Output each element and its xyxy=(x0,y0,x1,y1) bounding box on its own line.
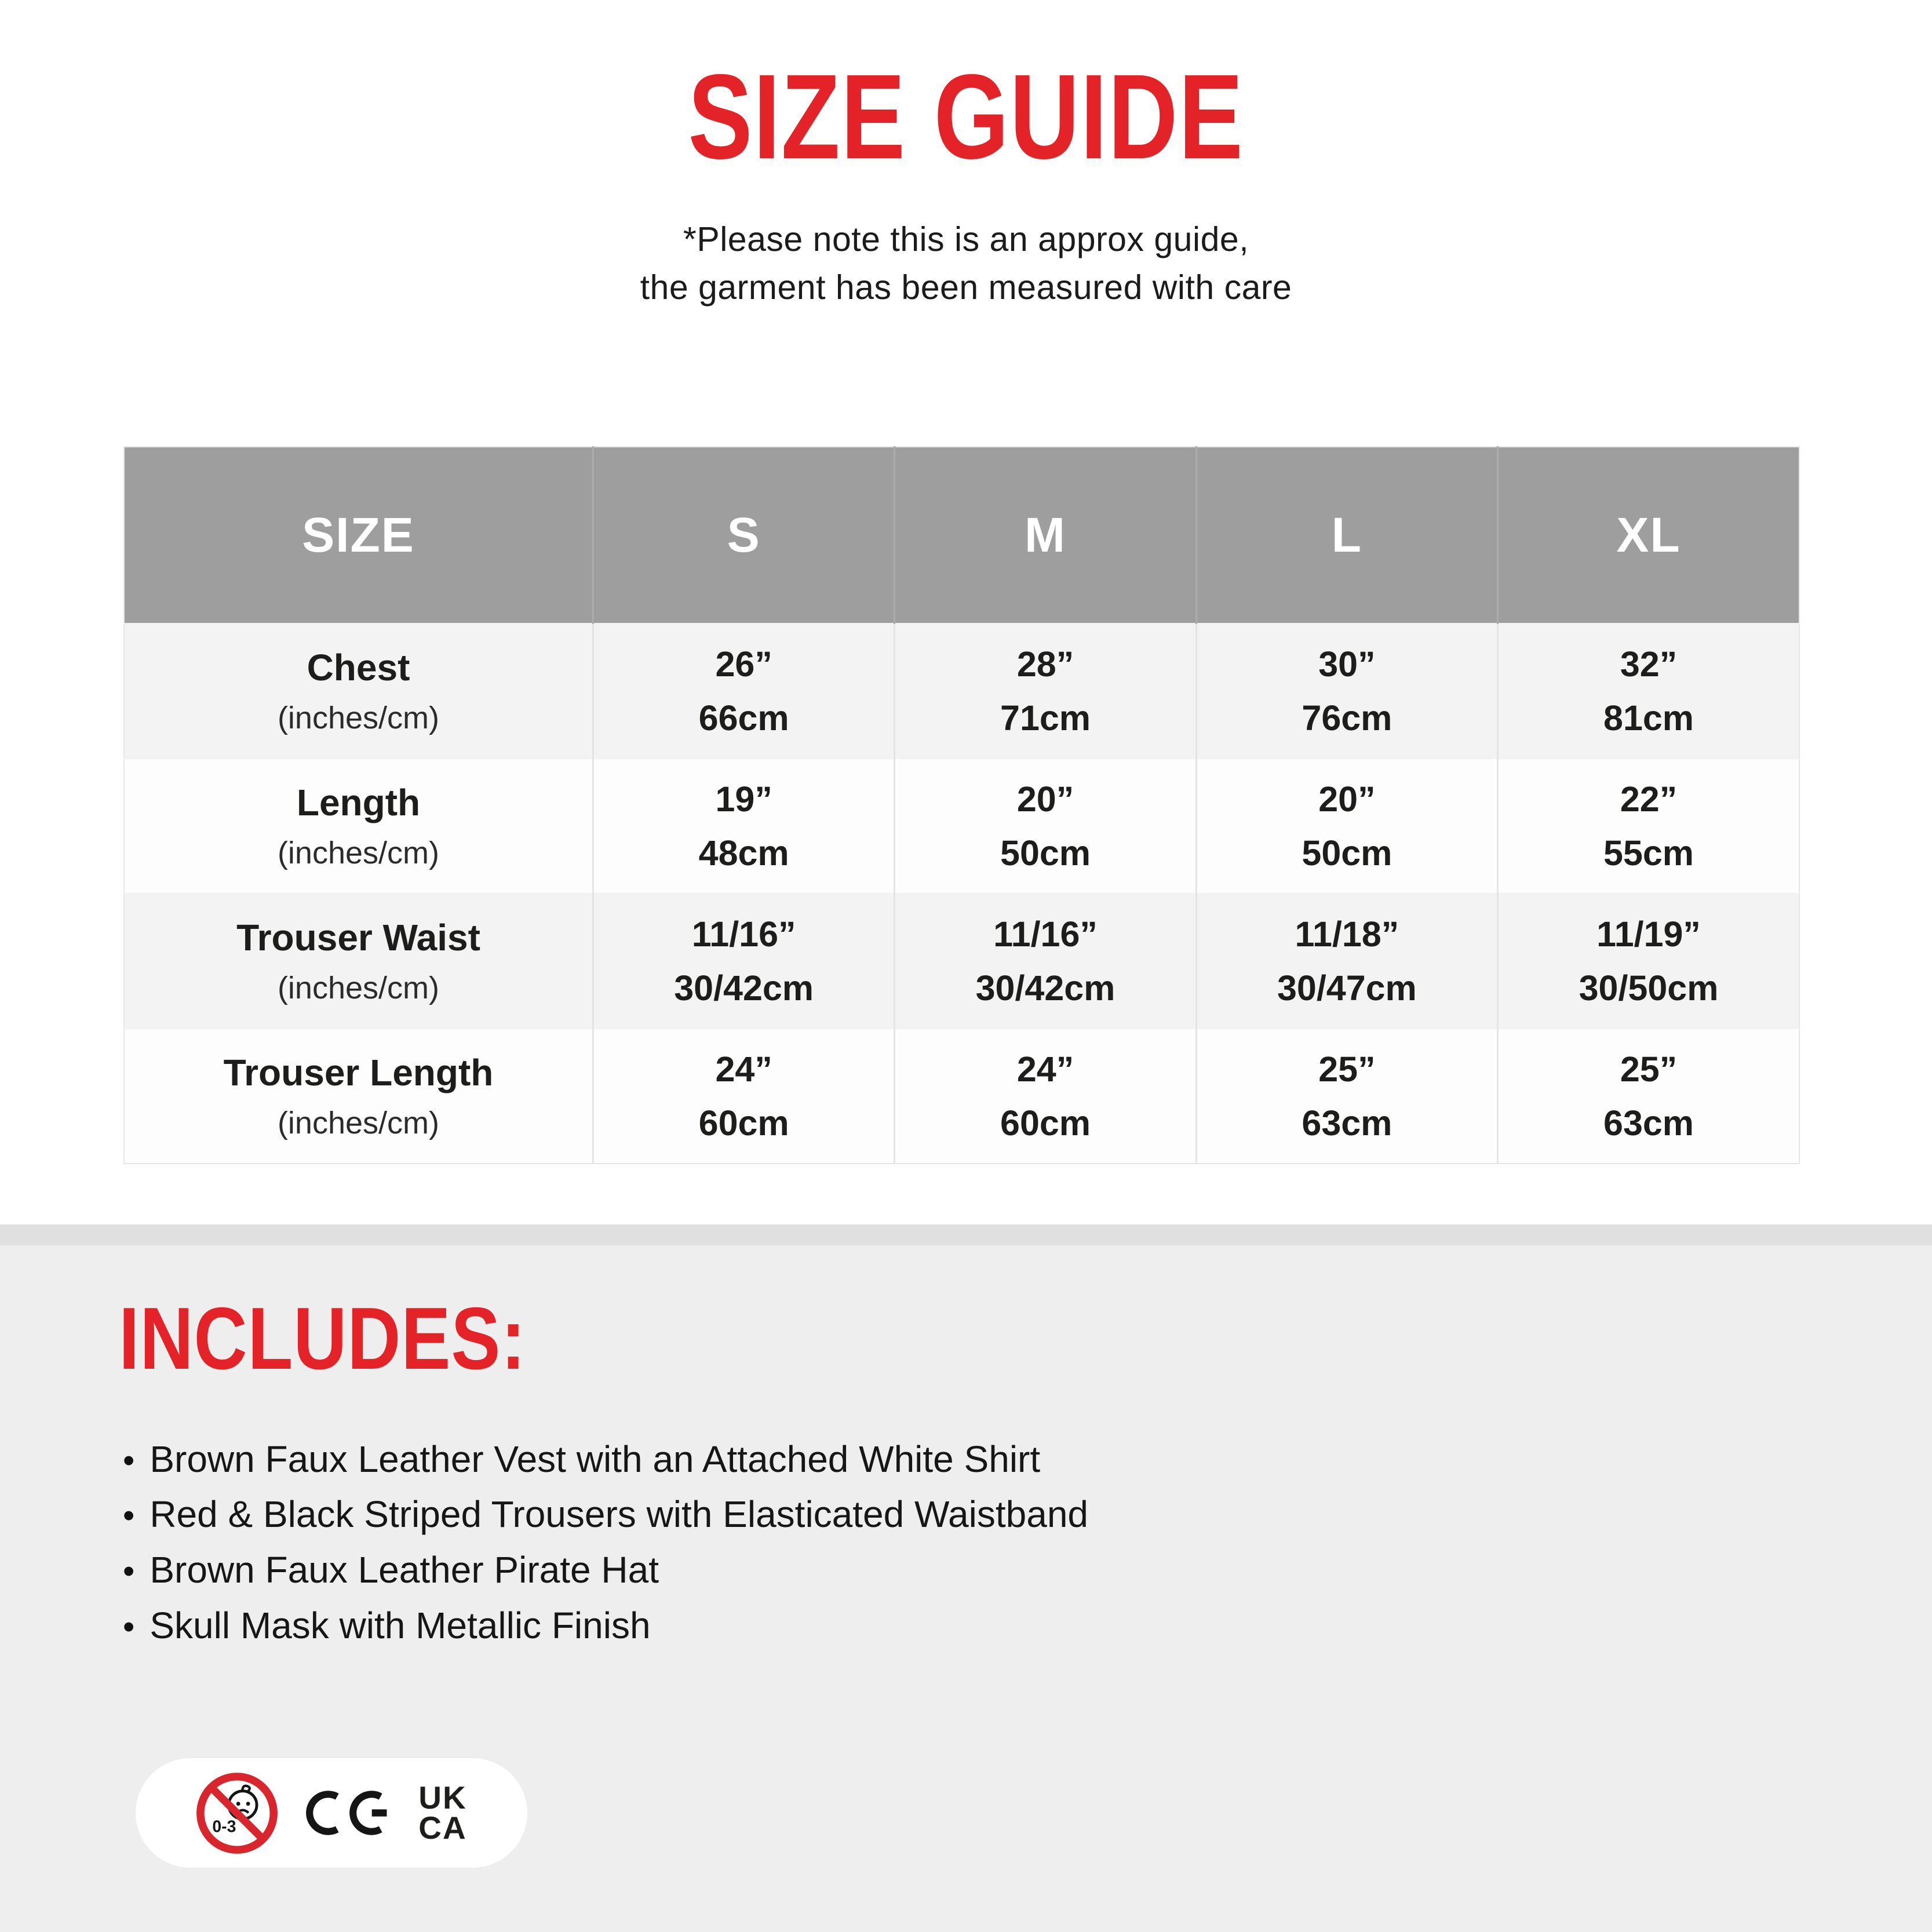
value-cm: 66cm xyxy=(698,698,789,738)
value-cm: 63cm xyxy=(1302,1103,1393,1143)
row-label: Chest xyxy=(307,646,410,688)
cell-trouser-waist-m xyxy=(895,894,1196,1029)
cell-trouser-waist-xl xyxy=(1498,894,1799,1029)
list-item xyxy=(123,1603,1932,1648)
value-cm: 50cm xyxy=(1000,833,1091,873)
certification-badge-pill xyxy=(136,1758,527,1868)
table-row-trouser-length xyxy=(124,1029,1799,1164)
cell-chest-l xyxy=(1196,624,1497,759)
table-row-chest xyxy=(124,624,1799,759)
size-table xyxy=(123,446,1800,1164)
value-cm: 50cm xyxy=(1302,833,1393,873)
ukca-line-1: UK xyxy=(418,1780,467,1816)
bullet-icon: • xyxy=(123,1552,135,1591)
cell-trouser-length-xl xyxy=(1498,1029,1799,1164)
not-suitable-0-3-icon xyxy=(196,1772,278,1854)
table-header-row xyxy=(124,447,1799,624)
value-cm: 30/50cm xyxy=(1579,968,1719,1008)
value-cm: 60cm xyxy=(1000,1103,1091,1143)
row-header-length xyxy=(124,759,593,894)
value-inches: 20” xyxy=(1016,779,1074,819)
value-inches: 25” xyxy=(1620,1049,1678,1089)
row-label: Trouser Waist xyxy=(236,916,480,958)
value-cm: 30/42cm xyxy=(975,968,1116,1008)
ukca-mark-icon xyxy=(418,1780,467,1846)
section-divider xyxy=(0,1224,1932,1245)
row-sublabel: (inches/cm) xyxy=(277,1105,439,1140)
bullet-icon: • xyxy=(123,1441,135,1479)
list-item xyxy=(123,1437,1932,1482)
cell-trouser-length-s xyxy=(593,1029,894,1164)
col-header-size: SIZE xyxy=(124,447,593,624)
value-cm: 76cm xyxy=(1302,698,1393,738)
value-inches: 20” xyxy=(1318,779,1376,819)
list-item xyxy=(123,1492,1932,1537)
value-cm: 48cm xyxy=(698,833,789,873)
value-cm: 30/47cm xyxy=(1277,968,1417,1008)
value-cm: 60cm xyxy=(698,1103,789,1143)
value-inches: 24” xyxy=(715,1049,772,1089)
value-inches: 24” xyxy=(1016,1049,1074,1089)
table-row-trouser-waist xyxy=(124,894,1799,1029)
row-header-trouser-length xyxy=(124,1029,593,1164)
row-header-trouser-waist xyxy=(124,894,593,1029)
value-inches: 28” xyxy=(1016,644,1074,684)
value-inches: 26” xyxy=(715,644,772,684)
cell-length-s xyxy=(593,759,894,894)
cell-length-l xyxy=(1196,759,1497,894)
svg-text:0-3: 0-3 xyxy=(212,1817,236,1836)
value-cm: 63cm xyxy=(1603,1103,1694,1143)
col-header-s: S xyxy=(593,447,894,624)
col-header-xl: XL xyxy=(1498,447,1799,624)
value-cm: 30/42cm xyxy=(674,968,814,1008)
col-header-l: L xyxy=(1196,447,1497,624)
subtitle-line-1: *Please note this is an approx guide, xyxy=(683,220,1249,258)
value-inches: 11/16” xyxy=(691,914,796,954)
cell-chest-m xyxy=(895,624,1196,759)
list-item-text: Skull Mask with Metallic Finish xyxy=(150,1604,651,1646)
includes-heading: INCLUDES: xyxy=(119,1289,526,1388)
bullet-icon: • xyxy=(123,1607,135,1646)
value-inches: 19” xyxy=(715,779,772,819)
cell-length-m xyxy=(895,759,1196,894)
value-inches: 11/18” xyxy=(1295,914,1399,954)
list-item-text: Brown Faux Leather Vest with an Attached White Shirt xyxy=(150,1438,1041,1480)
row-sublabel: (inches/cm) xyxy=(277,835,439,870)
value-cm: 81cm xyxy=(1603,698,1694,738)
list-item-text: Red & Black Striped Trousers with Elasticated Waistband xyxy=(150,1493,1088,1536)
page-subtitle xyxy=(0,216,1932,311)
ukca-line-2: CA xyxy=(418,1809,467,1846)
page-title: SIZE GUIDE xyxy=(688,50,1244,184)
table-row-length xyxy=(124,759,1799,894)
bullet-icon: • xyxy=(123,1497,135,1535)
value-inches: 11/16” xyxy=(993,914,1098,954)
value-inches: 25” xyxy=(1318,1049,1376,1089)
list-item-text: Brown Faux Leather Pirate Hat xyxy=(150,1549,659,1591)
includes-list xyxy=(123,1437,1932,1648)
value-cm: 55cm xyxy=(1603,833,1694,873)
value-cm: 71cm xyxy=(1000,698,1091,738)
ce-mark-icon xyxy=(305,1783,392,1843)
cell-trouser-length-m xyxy=(895,1029,1196,1164)
value-inches: 11/19” xyxy=(1596,914,1701,954)
cell-chest-xl xyxy=(1498,624,1799,759)
cell-length-xl xyxy=(1498,759,1799,894)
row-label: Length xyxy=(296,781,421,823)
row-header-chest xyxy=(124,624,593,759)
cell-trouser-waist-l xyxy=(1196,894,1497,1029)
row-label: Trouser Length xyxy=(223,1051,494,1093)
cell-trouser-length-l xyxy=(1196,1029,1497,1164)
row-sublabel: (inches/cm) xyxy=(277,700,439,735)
value-inches: 22” xyxy=(1620,779,1678,819)
list-item xyxy=(123,1548,1932,1592)
includes-section xyxy=(0,1224,1932,1932)
value-inches: 30” xyxy=(1318,644,1376,684)
cell-trouser-waist-s xyxy=(593,894,894,1029)
row-sublabel: (inches/cm) xyxy=(277,970,439,1005)
value-inches: 32” xyxy=(1620,644,1678,684)
col-header-m: M xyxy=(895,447,1196,624)
cell-chest-s xyxy=(593,624,894,759)
subtitle-line-2: the garment has been measured with care xyxy=(640,268,1292,307)
